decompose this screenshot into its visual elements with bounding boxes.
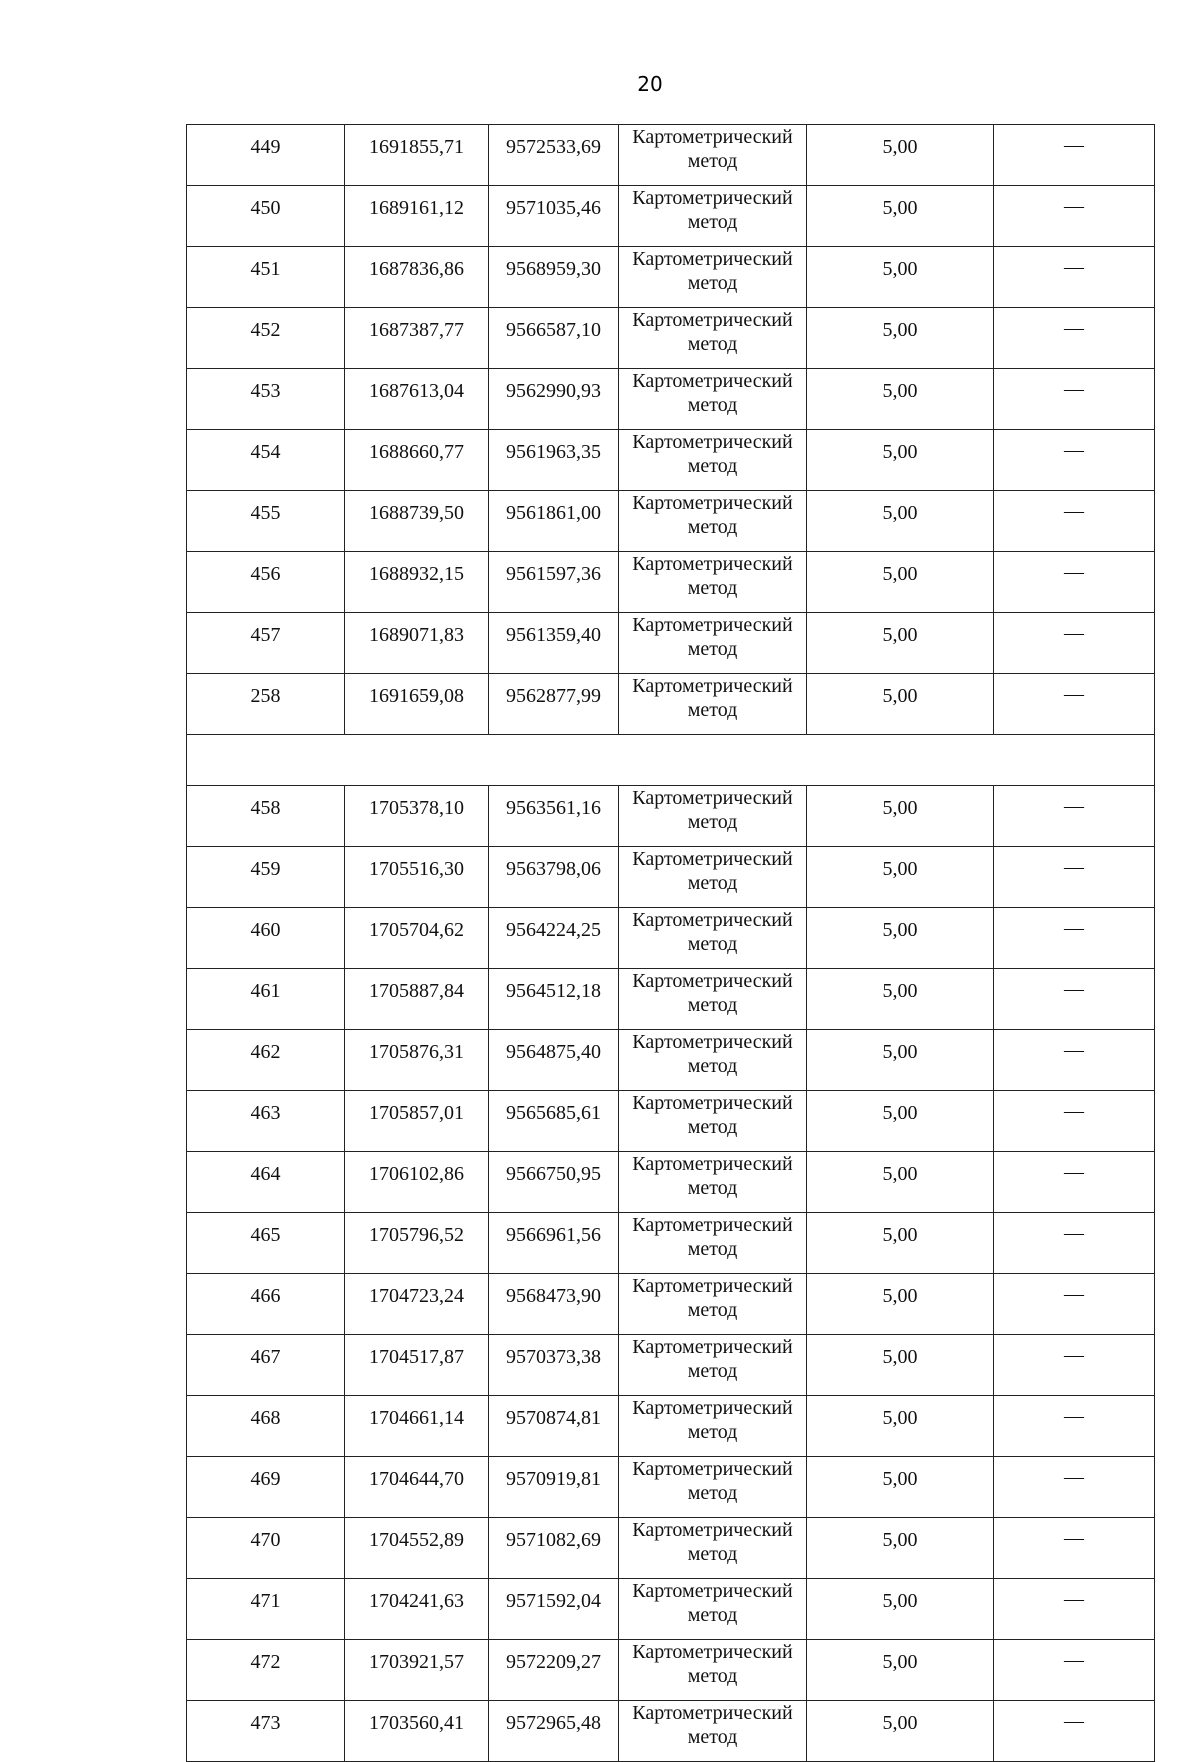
- description-cell: —: [994, 674, 1155, 735]
- x-coordinate-cell: 1705876,31: [345, 1030, 489, 1091]
- y-coordinate-cell: 9572209,27: [489, 1640, 619, 1701]
- accuracy-cell: 5,00: [807, 908, 994, 969]
- table-row: [187, 430, 1155, 491]
- x-coordinate-cell: 1703560,41: [345, 1701, 489, 1762]
- x-coordinate-cell: 1705796,52: [345, 1213, 489, 1274]
- method-cell: [619, 1640, 807, 1701]
- method-line-1: Картометрический: [632, 1275, 793, 1297]
- method-line-2: метод: [687, 1177, 738, 1199]
- method-line-1: Картометрический: [632, 1214, 793, 1236]
- method-line-1: Картометрический: [632, 1397, 793, 1419]
- y-coordinate-cell: 9564224,25: [489, 908, 619, 969]
- table-row: [187, 369, 1155, 430]
- method-cell: [619, 786, 807, 847]
- y-coordinate-cell: 9571592,04: [489, 1579, 619, 1640]
- point-number-cell: 467: [187, 1335, 345, 1396]
- method-line-1: Картометрический: [632, 614, 793, 636]
- contour-separator-row: [187, 735, 1155, 786]
- accuracy-cell: 5,00: [807, 674, 994, 735]
- method-line-2: метод: [687, 394, 738, 416]
- description-cell: —: [994, 1579, 1155, 1640]
- y-coordinate-cell: 9572533,69: [489, 125, 619, 186]
- accuracy-cell: 5,00: [807, 969, 994, 1030]
- x-coordinate-cell: 1703921,57: [345, 1640, 489, 1701]
- method-line-2: метод: [687, 1116, 738, 1138]
- method-cell: [619, 308, 807, 369]
- description-cell: —: [994, 1152, 1155, 1213]
- accuracy-cell: 5,00: [807, 1518, 994, 1579]
- page-number: 20: [637, 72, 663, 96]
- method-line-2: метод: [687, 1055, 738, 1077]
- table-row: [187, 1457, 1155, 1518]
- method-line-2: метод: [687, 333, 738, 355]
- y-coordinate-cell: 9572965,48: [489, 1701, 619, 1762]
- point-number-cell: 452: [187, 308, 345, 369]
- method-line-1: Картометрический: [632, 309, 793, 331]
- table-row: [187, 674, 1155, 735]
- table-row: [187, 247, 1155, 308]
- description-cell: —: [994, 247, 1155, 308]
- method-line-2: метод: [687, 272, 738, 294]
- method-cell: [619, 908, 807, 969]
- method-line-2: метод: [687, 811, 738, 833]
- method-line-2: метод: [687, 455, 738, 477]
- method-line-2: метод: [687, 1482, 738, 1504]
- method-cell: [619, 552, 807, 613]
- x-coordinate-cell: 1705857,01: [345, 1091, 489, 1152]
- method-cell: [619, 1213, 807, 1274]
- y-coordinate-cell: 9570373,38: [489, 1335, 619, 1396]
- x-coordinate-cell: 1688932,15: [345, 552, 489, 613]
- method-cell: [619, 847, 807, 908]
- table-row: [187, 1701, 1155, 1762]
- method-cell: [619, 1518, 807, 1579]
- x-coordinate-cell: 1704661,14: [345, 1396, 489, 1457]
- description-cell: —: [994, 1518, 1155, 1579]
- y-coordinate-cell: 9562877,99: [489, 674, 619, 735]
- accuracy-cell: 5,00: [807, 552, 994, 613]
- point-number-cell: 460: [187, 908, 345, 969]
- table-row: [187, 613, 1155, 674]
- method-line-2: метод: [687, 211, 738, 233]
- x-coordinate-cell: 1704517,87: [345, 1335, 489, 1396]
- method-cell: [619, 1274, 807, 1335]
- table-row: [187, 1518, 1155, 1579]
- method-cell: [619, 674, 807, 735]
- y-coordinate-cell: 9568473,90: [489, 1274, 619, 1335]
- accuracy-cell: 5,00: [807, 491, 994, 552]
- accuracy-cell: 5,00: [807, 786, 994, 847]
- point-number-cell: 466: [187, 1274, 345, 1335]
- description-cell: —: [994, 1213, 1155, 1274]
- accuracy-cell: 5,00: [807, 1030, 994, 1091]
- y-coordinate-cell: 9571082,69: [489, 1518, 619, 1579]
- y-coordinate-cell: 9561359,40: [489, 613, 619, 674]
- accuracy-cell: 5,00: [807, 308, 994, 369]
- table-row: [187, 1274, 1155, 1335]
- method-cell: [619, 1457, 807, 1518]
- y-coordinate-cell: 9562990,93: [489, 369, 619, 430]
- x-coordinate-cell: 1706102,86: [345, 1152, 489, 1213]
- method-line-2: метод: [687, 1543, 738, 1565]
- method-line-2: метод: [687, 516, 738, 538]
- method-line-1: Картометрический: [632, 675, 793, 697]
- accuracy-cell: 5,00: [807, 1274, 994, 1335]
- method-line-1: Картометрический: [632, 1153, 793, 1175]
- point-number-cell: 459: [187, 847, 345, 908]
- accuracy-cell: 5,00: [807, 1091, 994, 1152]
- x-coordinate-cell: 1705516,30: [345, 847, 489, 908]
- y-coordinate-cell: 9563561,16: [489, 786, 619, 847]
- point-number-cell: 469: [187, 1457, 345, 1518]
- y-coordinate-cell: 9563798,06: [489, 847, 619, 908]
- accuracy-cell: 5,00: [807, 1335, 994, 1396]
- method-cell: [619, 1579, 807, 1640]
- x-coordinate-cell: 1687613,04: [345, 369, 489, 430]
- table-body: [187, 125, 1155, 1762]
- point-number-cell: 461: [187, 969, 345, 1030]
- method-cell: [619, 969, 807, 1030]
- table-row: [187, 491, 1155, 552]
- method-line-2: метод: [687, 150, 738, 172]
- x-coordinate-cell: 1691855,71: [345, 125, 489, 186]
- description-cell: —: [994, 786, 1155, 847]
- method-cell: [619, 1701, 807, 1762]
- description-cell: —: [994, 847, 1155, 908]
- method-line-2: метод: [687, 638, 738, 660]
- description-cell: —: [994, 125, 1155, 186]
- accuracy-cell: 5,00: [807, 847, 994, 908]
- method-line-1: Картометрический: [632, 1031, 793, 1053]
- point-number-cell: 473: [187, 1701, 345, 1762]
- accuracy-cell: 5,00: [807, 430, 994, 491]
- accuracy-cell: 5,00: [807, 1152, 994, 1213]
- x-coordinate-cell: 1691659,08: [345, 674, 489, 735]
- method-line-1: Картометрический: [632, 431, 793, 453]
- method-line-2: метод: [687, 1360, 738, 1382]
- point-number-cell: 468: [187, 1396, 345, 1457]
- method-cell: [619, 1335, 807, 1396]
- table-row: [187, 125, 1155, 186]
- table-row: [187, 786, 1155, 847]
- y-coordinate-cell: 9564875,40: [489, 1030, 619, 1091]
- method-line-2: метод: [687, 872, 738, 894]
- y-coordinate-cell: 9568959,30: [489, 247, 619, 308]
- method-line-1: Картометрический: [632, 187, 793, 209]
- y-coordinate-cell: 9566961,56: [489, 1213, 619, 1274]
- y-coordinate-cell: 9564512,18: [489, 969, 619, 1030]
- table-row: [187, 308, 1155, 369]
- table-row: [187, 1030, 1155, 1091]
- method-line-1: Картометрический: [632, 1458, 793, 1480]
- point-number-cell: 258: [187, 674, 345, 735]
- method-line-1: Картометрический: [632, 248, 793, 270]
- accuracy-cell: 5,00: [807, 613, 994, 674]
- method-line-2: метод: [687, 1665, 738, 1687]
- method-line-1: Картометрический: [632, 909, 793, 931]
- table-row: [187, 969, 1155, 1030]
- accuracy-cell: 5,00: [807, 125, 994, 186]
- description-cell: —: [994, 491, 1155, 552]
- method-line-2: метод: [687, 1238, 738, 1260]
- method-line-1: Картометрический: [632, 1519, 793, 1541]
- method-line-1: Картометрический: [632, 1580, 793, 1602]
- description-cell: —: [994, 369, 1155, 430]
- y-coordinate-cell: 9565685,61: [489, 1091, 619, 1152]
- description-cell: —: [994, 186, 1155, 247]
- method-cell: [619, 613, 807, 674]
- point-number-cell: 456: [187, 552, 345, 613]
- method-cell: [619, 491, 807, 552]
- x-coordinate-cell: 1704644,70: [345, 1457, 489, 1518]
- method-cell: [619, 369, 807, 430]
- table-row: [187, 908, 1155, 969]
- description-cell: —: [994, 308, 1155, 369]
- accuracy-cell: 5,00: [807, 247, 994, 308]
- x-coordinate-cell: 1688660,77: [345, 430, 489, 491]
- accuracy-cell: 5,00: [807, 1457, 994, 1518]
- description-cell: —: [994, 1640, 1155, 1701]
- point-number-cell: 472: [187, 1640, 345, 1701]
- method-line-2: метод: [687, 1299, 738, 1321]
- method-line-1: Картометрический: [632, 1336, 793, 1358]
- table-row: [187, 1213, 1155, 1274]
- x-coordinate-cell: 1704552,89: [345, 1518, 489, 1579]
- description-cell: —: [994, 969, 1155, 1030]
- table-row: [187, 1335, 1155, 1396]
- accuracy-cell: 5,00: [807, 1701, 994, 1762]
- method-line-2: метод: [687, 1726, 738, 1748]
- description-cell: —: [994, 1457, 1155, 1518]
- accuracy-cell: 5,00: [807, 1396, 994, 1457]
- description-cell: —: [994, 552, 1155, 613]
- x-coordinate-cell: 1705378,10: [345, 786, 489, 847]
- table-row: [187, 552, 1155, 613]
- accuracy-cell: 5,00: [807, 1579, 994, 1640]
- x-coordinate-cell: 1687836,86: [345, 247, 489, 308]
- y-coordinate-cell: 9561597,36: [489, 552, 619, 613]
- point-number-cell: 463: [187, 1091, 345, 1152]
- x-coordinate-cell: 1689071,83: [345, 613, 489, 674]
- x-coordinate-cell: 1705704,62: [345, 908, 489, 969]
- point-number-cell: 449: [187, 125, 345, 186]
- point-number-cell: 471: [187, 1579, 345, 1640]
- method-cell: [619, 125, 807, 186]
- y-coordinate-cell: 9561963,35: [489, 430, 619, 491]
- coordinates-table: [186, 124, 1155, 1762]
- method-line-1: Картометрический: [632, 787, 793, 809]
- method-line-1: Картометрический: [632, 1641, 793, 1663]
- method-line-1: Картометрический: [632, 553, 793, 575]
- method-cell: [619, 430, 807, 491]
- point-number-cell: 457: [187, 613, 345, 674]
- y-coordinate-cell: 9566750,95: [489, 1152, 619, 1213]
- table-row: [187, 1152, 1155, 1213]
- table-row: [187, 1640, 1155, 1701]
- x-coordinate-cell: 1689161,12: [345, 186, 489, 247]
- point-number-cell: 454: [187, 430, 345, 491]
- point-number-cell: 450: [187, 186, 345, 247]
- x-coordinate-cell: 1704723,24: [345, 1274, 489, 1335]
- table-row: [187, 186, 1155, 247]
- table-row: [187, 1579, 1155, 1640]
- y-coordinate-cell: 9561861,00: [489, 491, 619, 552]
- accuracy-cell: 5,00: [807, 186, 994, 247]
- description-cell: —: [994, 1701, 1155, 1762]
- method-line-2: метод: [687, 933, 738, 955]
- method-cell: [619, 247, 807, 308]
- method-cell: [619, 186, 807, 247]
- table-row: [187, 847, 1155, 908]
- y-coordinate-cell: 9571035,46: [489, 186, 619, 247]
- method-cell: [619, 1396, 807, 1457]
- description-cell: —: [994, 1274, 1155, 1335]
- description-cell: —: [994, 1030, 1155, 1091]
- point-number-cell: 470: [187, 1518, 345, 1579]
- separator-cell: [187, 735, 1155, 786]
- point-number-cell: 451: [187, 247, 345, 308]
- method-line-1: Картометрический: [632, 492, 793, 514]
- x-coordinate-cell: 1688739,50: [345, 491, 489, 552]
- method-line-1: Картометрический: [632, 848, 793, 870]
- y-coordinate-cell: 9566587,10: [489, 308, 619, 369]
- point-number-cell: 465: [187, 1213, 345, 1274]
- method-cell: [619, 1152, 807, 1213]
- accuracy-cell: 5,00: [807, 369, 994, 430]
- x-coordinate-cell: 1705887,84: [345, 969, 489, 1030]
- point-number-cell: 458: [187, 786, 345, 847]
- x-coordinate-cell: 1704241,63: [345, 1579, 489, 1640]
- method-line-1: Картометрический: [632, 1092, 793, 1114]
- method-cell: [619, 1030, 807, 1091]
- y-coordinate-cell: 9570874,81: [489, 1396, 619, 1457]
- description-cell: —: [994, 430, 1155, 491]
- method-line-1: Картометрический: [632, 1702, 793, 1724]
- y-coordinate-cell: 9570919,81: [489, 1457, 619, 1518]
- method-line-1: Картометрический: [632, 126, 793, 148]
- description-cell: —: [994, 908, 1155, 969]
- method-line-2: метод: [687, 577, 738, 599]
- method-line-1: Картометрический: [632, 970, 793, 992]
- point-number-cell: 462: [187, 1030, 345, 1091]
- description-cell: —: [994, 1091, 1155, 1152]
- point-number-cell: 453: [187, 369, 345, 430]
- method-line-2: метод: [687, 699, 738, 721]
- method-line-2: метод: [687, 994, 738, 1016]
- method-cell: [619, 1091, 807, 1152]
- point-number-cell: 464: [187, 1152, 345, 1213]
- x-coordinate-cell: 1687387,77: [345, 308, 489, 369]
- method-line-1: Картометрический: [632, 370, 793, 392]
- table-row: [187, 1091, 1155, 1152]
- method-line-2: метод: [687, 1604, 738, 1626]
- accuracy-cell: 5,00: [807, 1213, 994, 1274]
- accuracy-cell: 5,00: [807, 1640, 994, 1701]
- description-cell: —: [994, 1396, 1155, 1457]
- point-number-cell: 455: [187, 491, 345, 552]
- table-row: [187, 1396, 1155, 1457]
- description-cell: —: [994, 613, 1155, 674]
- method-line-2: метод: [687, 1421, 738, 1443]
- description-cell: —: [994, 1335, 1155, 1396]
